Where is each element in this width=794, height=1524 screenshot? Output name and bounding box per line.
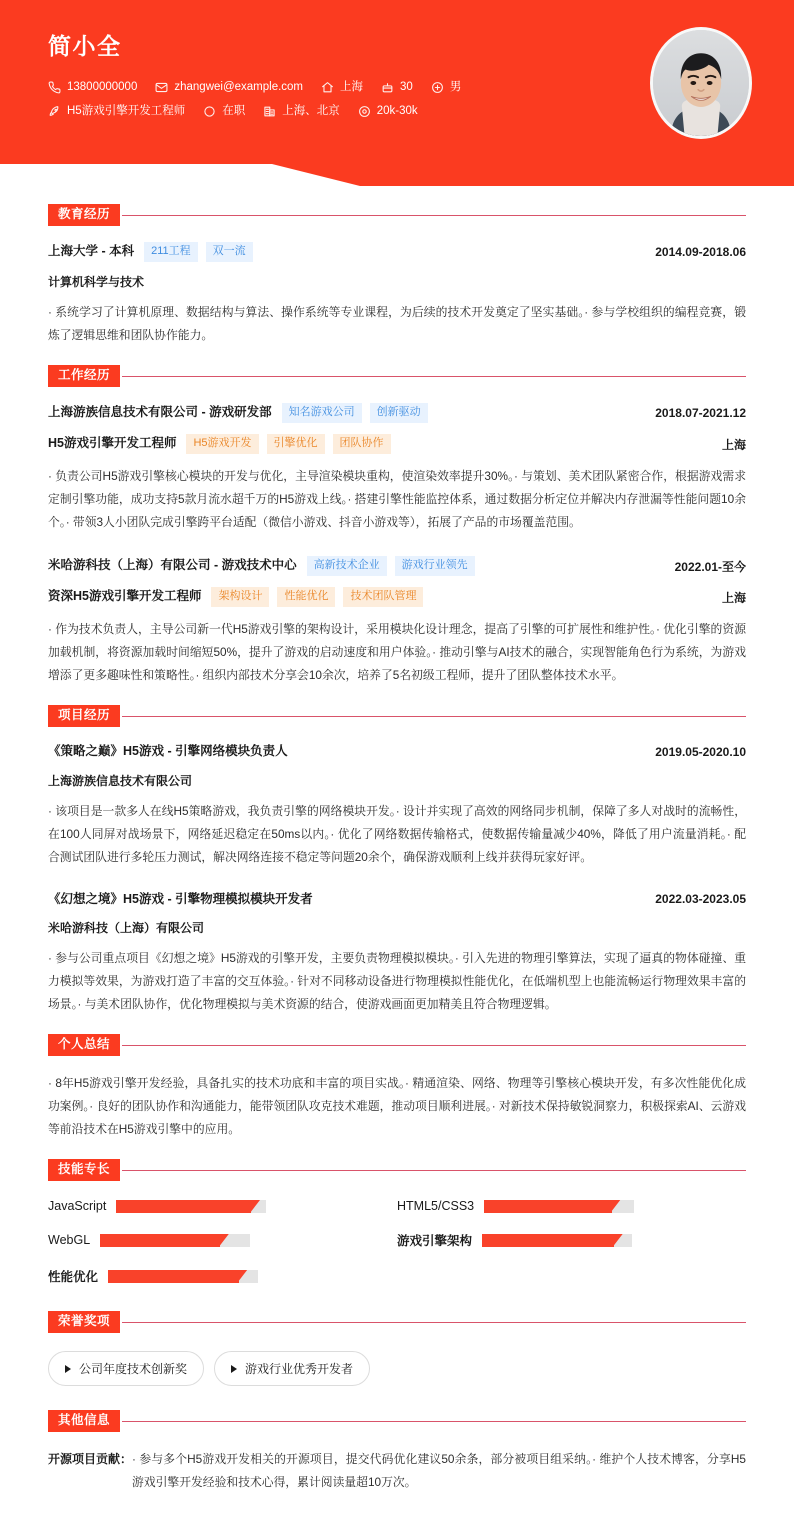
section-rule bbox=[122, 716, 746, 717]
work-position-tag: H5游戏开发 bbox=[186, 434, 258, 454]
award-label: 公司年度技术创新奖 bbox=[79, 1362, 188, 1376]
other-info-label: 开源项目贡献： bbox=[48, 1452, 133, 1466]
work-position: 资深H5游戏引擎开发工程师 bbox=[48, 589, 202, 604]
phone-icon bbox=[48, 81, 61, 94]
education-entry bbox=[48, 242, 746, 347]
education-entry-head bbox=[48, 242, 746, 262]
skill-item bbox=[397, 1199, 746, 1213]
work-company: 上海游族信息技术有限公司 - 游戏研发部 bbox=[48, 405, 272, 420]
job-locations-text: 上海、北京 bbox=[282, 105, 340, 117]
education-entry-head-left bbox=[48, 242, 261, 262]
salary-icon bbox=[358, 105, 371, 118]
contact-row-primary bbox=[48, 81, 754, 94]
salary-expectation-text: 20k-30k bbox=[376, 105, 418, 117]
project-description: · 该项目是一款多人在线H5策略游戏，我负责引擎的网络模块开发。· 设计并实现了高效的网络同步机制，保障了多人对战时的流畅性，在100人同屏对战场景下，网络延迟稳定在50ms以内。· 优化了网络数据传输格式，使数据传输量减少40%，降低了用户流量消耗。· 配合测试团队进行多轮压力测试，解决网络连接不稳定等问题20余个，确保游戏顺利上线并获得玩家好评。 bbox=[48, 803, 746, 864]
skill-bar-track bbox=[484, 1200, 634, 1213]
play-triangle-icon bbox=[65, 1365, 71, 1373]
section-summary bbox=[48, 1034, 746, 1141]
header-wedge bbox=[0, 138, 794, 186]
job-target bbox=[48, 105, 185, 118]
skill-label: HTML5/CSS3 bbox=[397, 1199, 475, 1213]
other-info-text: · 参与多个H5游戏开发相关的开源项目，提交代码优化建议50余条，部分被项目组采纳。· 维护个人技术博客，分享H5游戏引擎开发经验和技术心得，累计阅读量超10万次。 bbox=[132, 1452, 746, 1489]
section-skills bbox=[48, 1159, 746, 1285]
status-icon bbox=[203, 105, 216, 118]
project-entry-head-left bbox=[48, 743, 298, 761]
project-name: 《策略之巅》H5游戏 - 引擎网络模块负责人 bbox=[48, 744, 288, 758]
contact-city bbox=[321, 81, 363, 94]
project-company: 米哈游科技（上海）有限公司 bbox=[48, 921, 205, 935]
section-title-summary: 个人总结 bbox=[48, 1034, 120, 1056]
skill-bar-fill bbox=[108, 1270, 239, 1283]
project-entry bbox=[48, 891, 746, 1017]
section-rule bbox=[122, 1322, 746, 1323]
section-header-summary bbox=[48, 1034, 746, 1056]
skill-bar-fill bbox=[116, 1200, 251, 1213]
gender-icon bbox=[431, 81, 444, 94]
work-entry-head bbox=[48, 556, 746, 576]
rocket-icon bbox=[48, 105, 61, 118]
section-work bbox=[48, 365, 746, 687]
section-awards bbox=[48, 1311, 746, 1386]
contact-city-text: 上海 bbox=[340, 81, 364, 93]
skill-label: 性能优化 bbox=[48, 1270, 99, 1284]
section-rule bbox=[122, 1421, 746, 1422]
work-position-tag: 性能优化 bbox=[277, 587, 335, 607]
contact-email-text: zhangwei@example.com bbox=[174, 81, 304, 93]
contact-gender-text: 男 bbox=[449, 81, 462, 93]
section-project bbox=[48, 705, 746, 1016]
section-title-awards: 荣誉奖项 bbox=[48, 1311, 120, 1333]
avatar-photo bbox=[653, 30, 749, 136]
work-company-tag: 创新驱动 bbox=[370, 403, 428, 423]
building-icon bbox=[263, 105, 276, 118]
resume-body bbox=[0, 204, 794, 1524]
work-entry-subhead-left bbox=[48, 434, 399, 454]
page-title: 简小全 bbox=[48, 33, 122, 59]
contact-age bbox=[381, 81, 413, 94]
avatar bbox=[650, 27, 752, 139]
summary-description: · 8年H5游戏引擎开发经验，具备扎实的技术功底和丰富的项目实战。· 精通渲染、网络、物理等引擎核心模块开发，有多次性能优化成功案例。· 良好的团队协作和沟通能力，能带领团队攻克技术难题，推动项目顺利进展。· 对新技术保持敏锐洞察力，积极探索AI、云游戏等前沿技术在H5游戏引擎中的应用。 bbox=[48, 1076, 746, 1136]
education-tag: 211工程 bbox=[144, 242, 198, 262]
section-header-skills bbox=[48, 1159, 746, 1181]
skill-item bbox=[48, 1231, 397, 1249]
skill-bar-fill bbox=[100, 1234, 220, 1247]
skill-label: 游戏引擎架构 bbox=[397, 1234, 473, 1248]
contact-phone bbox=[48, 81, 137, 94]
award-chip[interactable] bbox=[48, 1351, 204, 1386]
skill-bar-track bbox=[100, 1234, 250, 1247]
section-header-education bbox=[48, 204, 746, 226]
work-entry-head bbox=[48, 403, 746, 423]
other-info-row bbox=[48, 1448, 746, 1494]
skill-bar-fill bbox=[484, 1200, 612, 1213]
work-position-tag: 技术团队管理 bbox=[343, 587, 423, 607]
skill-bar-track bbox=[482, 1234, 632, 1247]
project-description: · 参与公司重点项目《幻想之境》H5游戏的引擎开发，主要负责物理模拟模块。· 引入先进的物理引擎算法，实现了逼真的物体碰撞、重力模拟等效果，为游戏打造了丰富的交互体验。· 针对不同移动设备进行物理模拟性能优化，在低端机型上也能流畅运行物理效果丰富的场景。· 与美术团队协作，优化物理模拟与美术资源的结合，使游戏画面更加精美且符合物理逻辑。 bbox=[48, 951, 746, 1011]
project-entry-head-left bbox=[48, 891, 323, 909]
education-description: · 系统学习了计算机原理、数据结构与算法、操作系统等专业课程，为后续的技术开发奠定了坚实基础。· 参与学校组织的编程竞赛，锻炼了逻辑思维和团队协作能力。 bbox=[48, 305, 746, 342]
job-status bbox=[203, 105, 245, 118]
work-location: 上海 bbox=[721, 590, 746, 605]
project-entry bbox=[48, 743, 746, 869]
skill-item bbox=[48, 1267, 397, 1285]
section-title-skills: 技能专长 bbox=[48, 1159, 120, 1181]
project-name: 《幻想之境》H5游戏 - 引擎物理模拟模块开发者 bbox=[48, 891, 313, 906]
work-position-tag: 架构设计 bbox=[211, 587, 269, 607]
section-rule bbox=[122, 215, 746, 216]
work-entry-head-left bbox=[48, 556, 483, 576]
work-entry-subhead-left bbox=[48, 587, 431, 607]
job-locations bbox=[263, 105, 340, 118]
award-chip[interactable] bbox=[214, 1351, 370, 1386]
cake-icon bbox=[381, 81, 394, 94]
education-date: 2014.09-2018.06 bbox=[655, 245, 746, 259]
job-status-text: 在职 bbox=[222, 105, 246, 117]
work-company-tag: 游戏行业领先 bbox=[395, 556, 475, 576]
salary-expectation bbox=[358, 105, 418, 118]
skill-label: JavaScript bbox=[48, 1199, 107, 1213]
work-description: · 负责公司H5游戏引擎核心模块的开发与优化，主导渲染模块重构，使渲染效率提升30%。· 与策划、美术团队紧密合作，根据游戏需求定制引擎功能，成功支持5款月流水超千万的H5游戏上线。· 搭建引擎性能监控体系，通过数据分析定位并解决内存泄漏等性能问题10余个。· 带领3人小团队完成引擎跨平台适配（微信小游戏、抖音小游戏等），拓展了产品的市场覆盖范围。 bbox=[48, 469, 746, 529]
work-entry bbox=[48, 403, 746, 534]
skills-grid bbox=[48, 1197, 746, 1285]
skill-label: WebGL bbox=[48, 1233, 91, 1247]
skill-bar-fill bbox=[482, 1234, 614, 1247]
work-entry-subhead bbox=[48, 434, 746, 454]
section-header-project bbox=[48, 705, 746, 727]
resume-header bbox=[0, 0, 794, 186]
project-date: 2019.05-2020.10 bbox=[655, 744, 746, 759]
skill-item bbox=[397, 1231, 746, 1249]
section-other bbox=[48, 1410, 746, 1494]
work-position-tag: 引擎优化 bbox=[267, 434, 325, 454]
skill-bar-track bbox=[108, 1270, 258, 1283]
work-position: H5游戏引擎开发工程师 bbox=[48, 436, 177, 451]
education-school: 上海大学 - 本科 bbox=[48, 244, 135, 259]
education-tag: 双一流 bbox=[206, 242, 253, 262]
education-major: 计算机科学与技术 bbox=[48, 275, 145, 289]
work-company: 米哈游科技（上海）有限公司 - 游戏技术中心 bbox=[48, 558, 297, 573]
section-education bbox=[48, 204, 746, 347]
project-entry-head bbox=[48, 743, 746, 761]
section-rule bbox=[122, 1045, 746, 1046]
section-header-other bbox=[48, 1410, 746, 1432]
home-icon bbox=[321, 81, 334, 94]
project-entry-head bbox=[48, 891, 746, 909]
work-company-tag: 高新技术企业 bbox=[307, 556, 387, 576]
section-title-education: 教育经历 bbox=[48, 204, 120, 226]
project-date: 2022.03-2023.05 bbox=[655, 892, 746, 907]
section-rule bbox=[122, 1170, 746, 1171]
section-title-project: 项目经历 bbox=[48, 705, 120, 727]
work-entry bbox=[48, 556, 746, 687]
contact-gender bbox=[431, 81, 462, 94]
contact-phone-text: 13800000000 bbox=[67, 81, 138, 93]
contact-row-secondary bbox=[48, 105, 754, 118]
work-date: 2018.07-2021.12 bbox=[655, 406, 746, 420]
section-header-awards bbox=[48, 1311, 746, 1333]
section-header-work bbox=[48, 365, 746, 387]
awards-list bbox=[48, 1349, 746, 1386]
section-rule bbox=[122, 376, 746, 377]
work-description: · 作为技术负责人，主导公司新一代H5游戏引擎的架构设计，采用模块化设计理念，提高了引擎的可扩展性和维护性。· 优化引擎的资源加载机制，将资源加载时间缩短50%，提升了游戏的启动速度和用户体验。· 推动引擎与AI技术的融合，实现智能角色行为系统，为游戏增添了更多趣味性和策略性。· 组织内部技术分享会10余次，培养了5名初级工程师，提升了团队整体技术水平。 bbox=[48, 622, 746, 682]
work-entry-head-left bbox=[48, 403, 436, 423]
skill-bar-track bbox=[116, 1200, 266, 1213]
work-position-tag: 团队协作 bbox=[333, 434, 391, 454]
contact-email bbox=[155, 81, 303, 94]
section-title-other: 其他信息 bbox=[48, 1410, 120, 1432]
play-triangle-icon bbox=[231, 1365, 237, 1373]
award-label: 游戏行业优秀开发者 bbox=[245, 1362, 354, 1376]
work-company-tag: 知名游戏公司 bbox=[282, 403, 362, 423]
work-entry-subhead bbox=[48, 587, 746, 607]
project-company: 上海游族信息技术有限公司 bbox=[48, 773, 193, 788]
contact-age-text: 30 bbox=[400, 81, 413, 93]
skill-item bbox=[48, 1199, 397, 1213]
work-date: 2022.01-至今 bbox=[674, 559, 746, 574]
work-location: 上海 bbox=[721, 437, 746, 452]
section-title-work: 工作经历 bbox=[48, 365, 120, 387]
job-target-text: H5游戏引擎开发工程师 bbox=[67, 105, 186, 117]
mail-icon bbox=[155, 81, 168, 94]
